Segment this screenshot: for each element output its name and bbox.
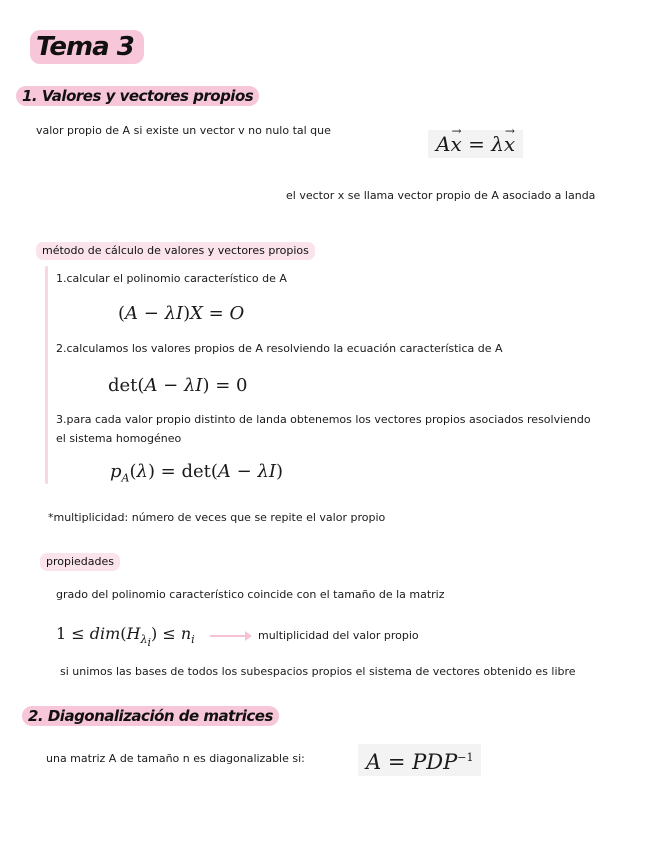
method-heading: método de cálculo de valores y vectores propios (36, 242, 315, 260)
step-3-line-2: el sistema homogéneo (56, 432, 182, 445)
eigen-equation: A→ x = λ→ x (428, 130, 523, 158)
multiplicity-inequality: $1 \le dim(H_{\lambda_i}) \le n_i$ (56, 624, 195, 650)
multiplicity-label: multiplicidad del valor propio (258, 629, 419, 642)
step-3-line-1: 3.para cada valor propio distinto de landa obtenemos los vectores propios asociados resolviendo (56, 413, 591, 426)
section-2-heading: 2. Diagonalización de matrices (22, 706, 279, 726)
section-1-heading: 1. Valores y vectores propios (16, 86, 259, 106)
diagonalization-equation: $A = PDP^{-1}$ (358, 744, 481, 776)
property-1: grado del polinomio característico coincide con el tamaño de la matriz (56, 588, 445, 601)
step-1-text: 1.calcular el polinomio característico de A (56, 272, 287, 285)
arrow-icon (210, 635, 250, 637)
page-title: Tema 3 (30, 30, 144, 64)
property-2: si unimos las bases de todos los subespacios propios el sistema de vectores obtenido es libre (60, 665, 576, 678)
multiplicity-note: *multiplicidad: número de veces que se repite el valor propio (48, 511, 386, 524)
diagonalizable-definition: una matriz A de tamaño n es diagonalizable si: (46, 752, 305, 765)
eigenvalue-definition: valor propio de A si existe un vector v no nulo tal que (36, 124, 331, 137)
properties-heading: propiedades (40, 553, 120, 571)
equation-3: $p_A(\lambda) = \det(A - \lambda I)$ (110, 461, 284, 485)
eigenvector-note: el vector x se llama vector propio de A asociado a landa (286, 189, 596, 202)
method-side-rule (45, 266, 48, 484)
step-2-text: 2.calculamos los valores propios de A resolviendo la ecuación característica de A (56, 342, 503, 355)
equation-2: det(A − λI) = 0 (108, 375, 248, 396)
equation-1: (A − λI)X = O (118, 303, 245, 324)
